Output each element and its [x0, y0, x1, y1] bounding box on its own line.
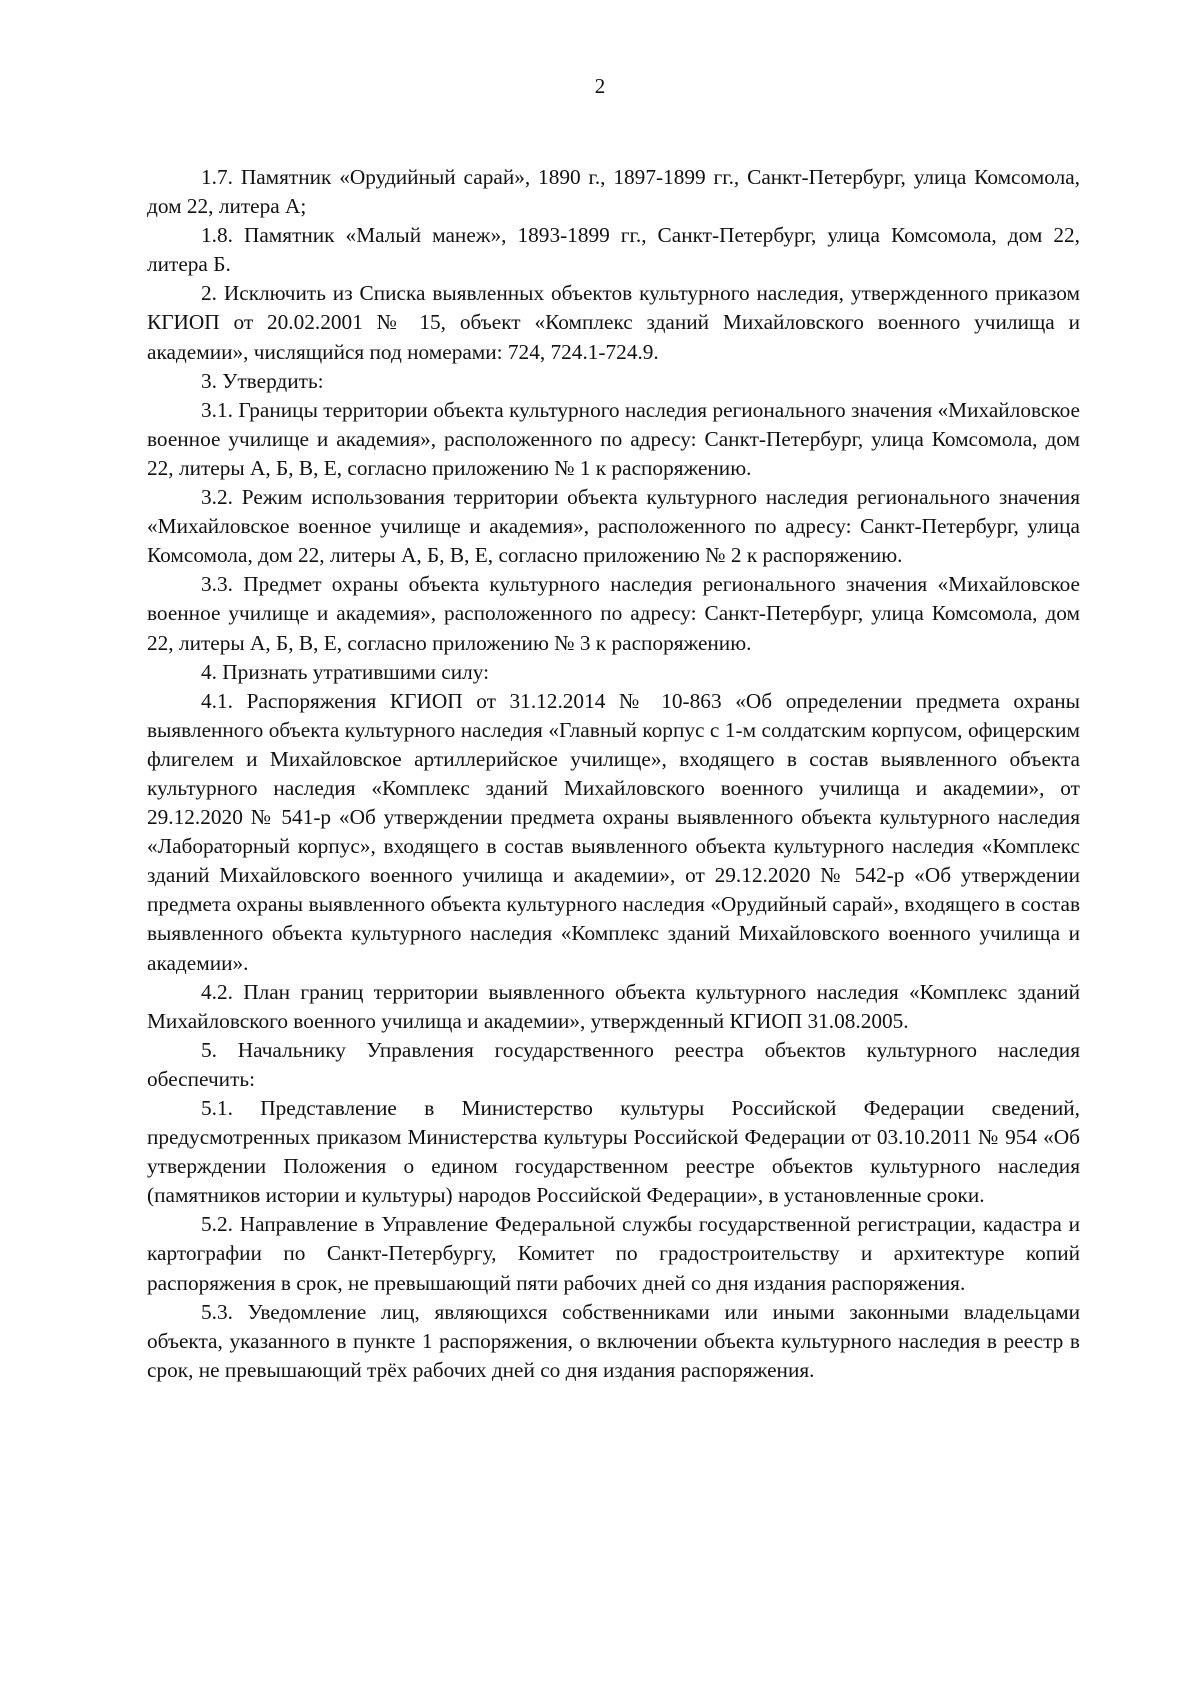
paragraph-3-1: 3.1. Границы территории объекта культурного наследия регионального значения «Михайловское военное училище и академия», расположенного по адресу: Санкт-Петербург, улица Комсомола, дом 22, литеры А, Б, В, Е, согласно приложению № 1 к распоряжению.: [147, 397, 1080, 480]
paragraph-1-8: 1.8. Памятник «Малый манеж», 1893-1899 гг., Санкт-Петербург, улица Комсомола, дом 22, литера Б.: [147, 223, 1080, 277]
paragraph-4-2: 4.2. План границ территории выявленного объекта культурного наследия «Комплекс зданий Михайловского военного училища и академии», утвержденный КГИОП 31.08.2005.: [147, 979, 1080, 1033]
page-number: 2: [594, 74, 606, 98]
paragraph-1-7: 1.7. Памятник «Орудийный сарай», 1890 г., 1897-1899 гг., Санкт-Петербург, улица Комсомола, дом 22, литера А;: [147, 165, 1080, 219]
paragraph-3-3: 3.3. Предмет охраны объекта культурного наследия регионального значения «Михайловское военное училище и академия», расположенного по адресу: Санкт-Петербург, улица Комсомола, дом 22, литеры А, Б, В, Е, согласно приложению № 3 к распоряжению.: [147, 572, 1080, 655]
paragraph-5: 5. Начальнику Управления государственного реестра объектов культурного наследия обеспечить:: [147, 1037, 1080, 1091]
paragraph-4-1: 4.1. Распоряжения КГИОП от 31.12.2014 № 10-863 «Об определении предмета охраны выявленного объекта культурного наследия «Главный корпус с 1-м солдатским корпусом, офицерским флигелем и Михайловское артиллерийское училище», входящего в состав выявленного объекта культурного наследия «Комплекс зданий Михайловского военного училища и академии», от 29.12.2020 № 541-р «Об утверждении предмета охраны выявленного объекта культурного наследия «Лабораторный корпус», входящего в состав выявленного объекта культурного наследия «Комплекс зданий Михайловского военного училища и академии», от 29.12.2020 № 542-р «Об утверждении предмета охраны выявленного объекта культурного наследия «Орудийный сарай», входящего в состав выявленного объекта культурного наследия «Комплекс зданий Михайловского военного училища и академии».: [147, 688, 1080, 975]
paragraph-5-1: 5.1. Представление в Министерство культуры Российской Федерации сведений, предусмотренных приказом Министерства культуры Российской Федерации от 03.10.2011 № 954 «Об утверждении Положения о едином государственном реестре объектов культурного наследия (памятников истории и культуры) народов Российской Федерации», в установленные сроки.: [147, 1096, 1080, 1208]
paragraph-3-2: 3.2. Режим использования территории объекта культурного наследия регионального значения «Михайловское военное училище и академия», расположенного по адресу: Санкт-Петербург, улица Комсомола, дом 22, литеры А, Б, В, Е, согласно приложению № 2 к распоряжению.: [147, 485, 1080, 568]
paragraph-2: 2. Исключить из Списка выявленных объектов культурного наследия, утвержденного приказом КГИОП от 20.02.2001 № 15, объект «Комплекс зданий Михайловского военного училища и академии», числящийся под номерами: 724, 724.1-724.9.: [147, 281, 1080, 364]
paragraph-3: 3. Утвердить:: [201, 368, 324, 393]
paragraph-5-3: 5.3. Уведомление лиц, являющихся собственниками или иными законными владельцами объекта, указанного в пункте 1 распоряжения, о включении объекта культурного наследия в реестр в срок, не превышающий трёх рабочих дней со дня издания распоряжения.: [147, 1299, 1080, 1382]
paragraph-4: 4. Признать утратившими силу:: [201, 659, 490, 684]
paragraph-5-2: 5.2. Направление в Управление Федеральной службы государственной регистрации, кадастра и картографии по Санкт-Петербургу, Комитет по градостроительству и архитектуре копий распоряжения в срок, не превышающий пяти рабочих дней со дня издания распоряжения.: [147, 1212, 1080, 1295]
document-body: [147, 163, 1080, 1385]
